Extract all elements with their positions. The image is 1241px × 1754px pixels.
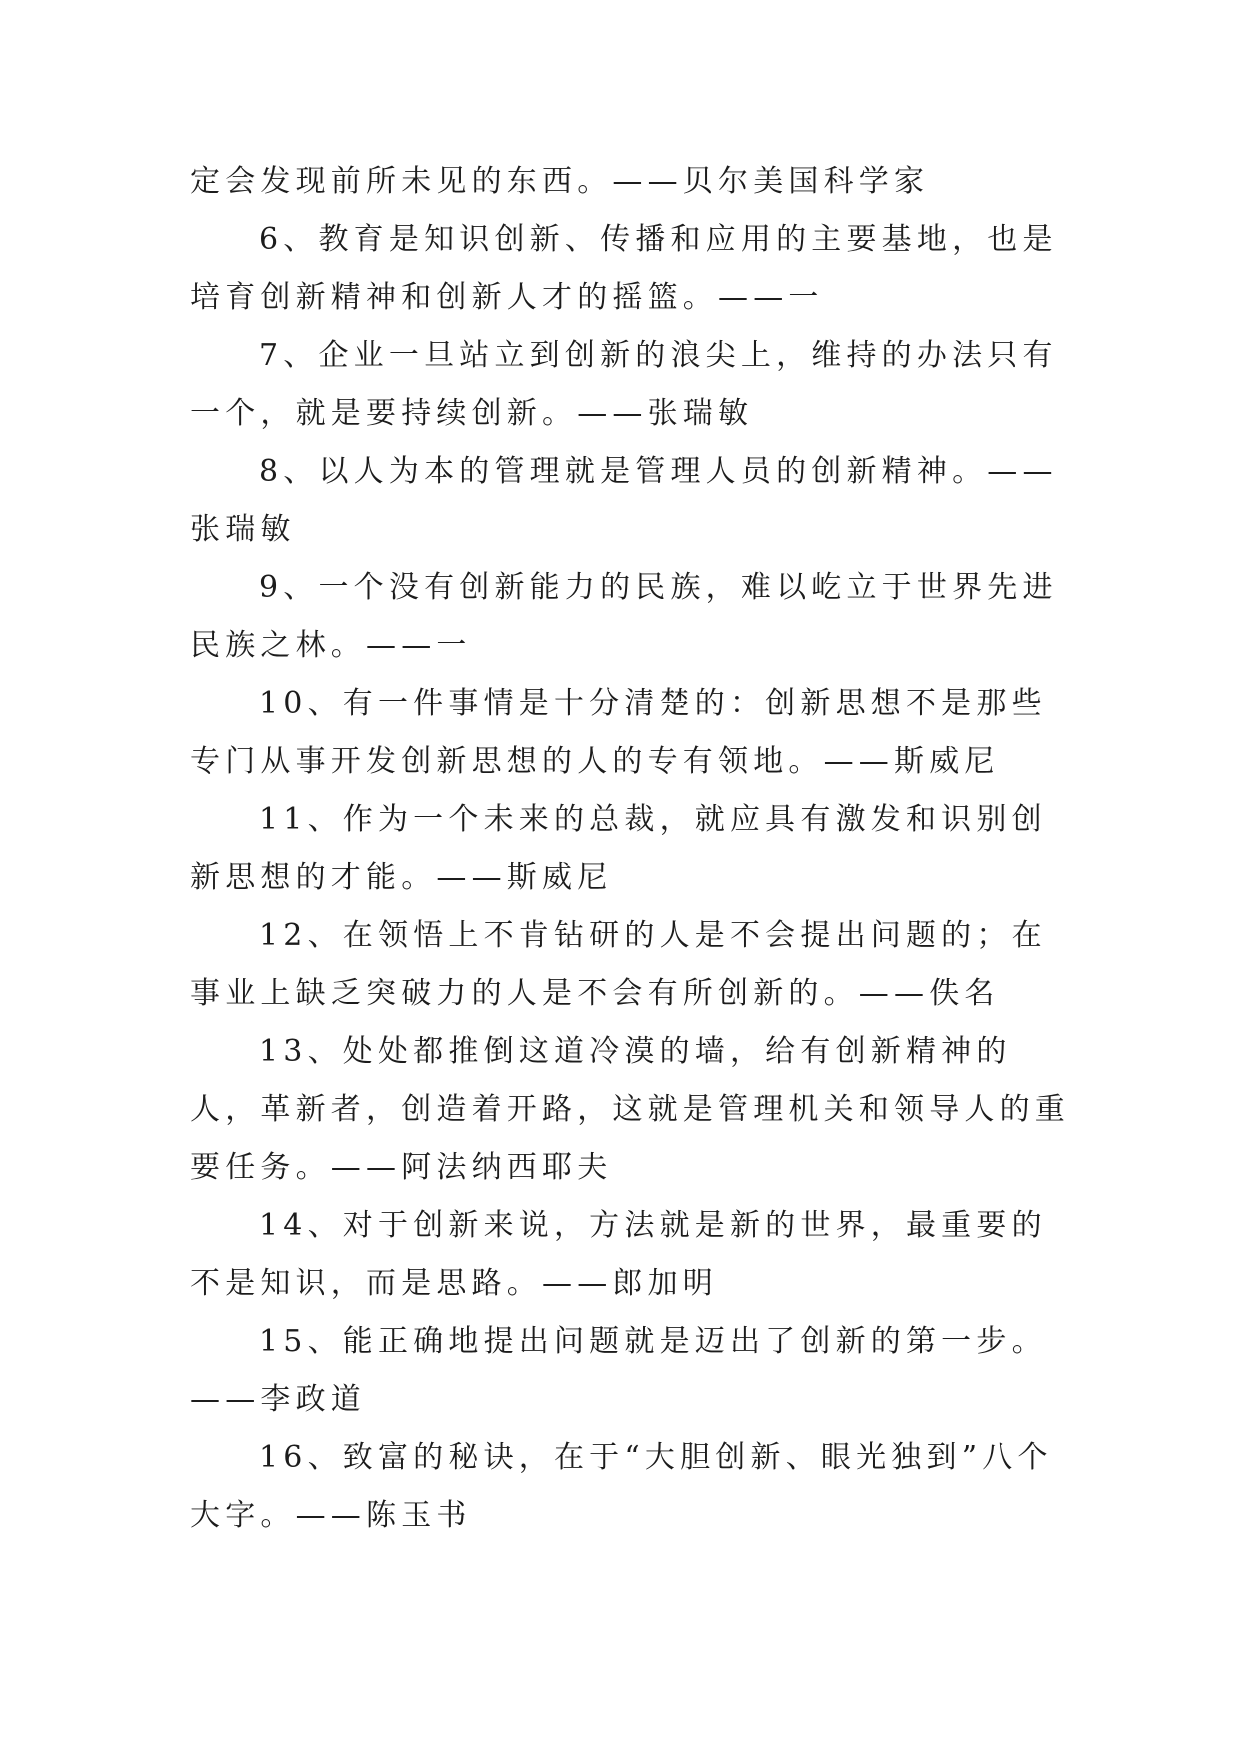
- paragraph-continuation: 定会发现前所未见的东西。——贝尔美国科学家: [190, 164, 930, 199]
- quote-paragraph-6: 6、教育是知识创新、传播和应用的主要基地，也是培育创新精神和创新人才的摇篮。——一: [190, 222, 1058, 315]
- quote-paragraph-9: 9、一个没有创新能力的民族，难以屹立于世界先进民族之林。——一: [190, 570, 1058, 663]
- quote-paragraph-11: 11、作为一个未来的总裁，就应具有激发和识别创新思想的才能。——斯威尼: [190, 802, 1047, 895]
- quote-paragraph-16: 16、致富的秘诀，在于“大胆创新、眼光独到”八个大字。——陈玉书: [190, 1440, 1053, 1533]
- quote-paragraph-15: 15、能正确地提出问题就是迈出了创新的第一步。——李政道: [190, 1324, 1047, 1417]
- quote-paragraph-13: 13、处处都推倒这道冷漠的墙，给有创新精神的人，革新者，创造着开路，这就是管理机关和领导人的重要任务。——阿法纳西耶夫: [190, 1034, 1070, 1185]
- quote-paragraph-7: 7、企业一旦站立到创新的浪尖上，维持的办法只有一个，就是要持续创新。——张瑞敏: [190, 338, 1058, 431]
- document-body: [190, 153, 1076, 1545]
- quote-paragraph-8: 8、以人为本的管理就是管理人员的创新精神。——张瑞敏: [190, 454, 1058, 547]
- quote-paragraph-14: 14、对于创新来说，方法就是新的世界，最重要的不是知识，而是思路。——郎加明: [190, 1208, 1047, 1301]
- quote-paragraph-12: 12、在领悟上不肯钻研的人是不会提出问题的；在事业上缺乏突破力的人是不会有所创新的。——佚名: [190, 918, 1047, 1011]
- quote-paragraph-10: 10、有一件事情是十分清楚的：创新思想不是那些专门从事开发创新思想的人的专有领地。——斯威尼: [190, 686, 1047, 779]
